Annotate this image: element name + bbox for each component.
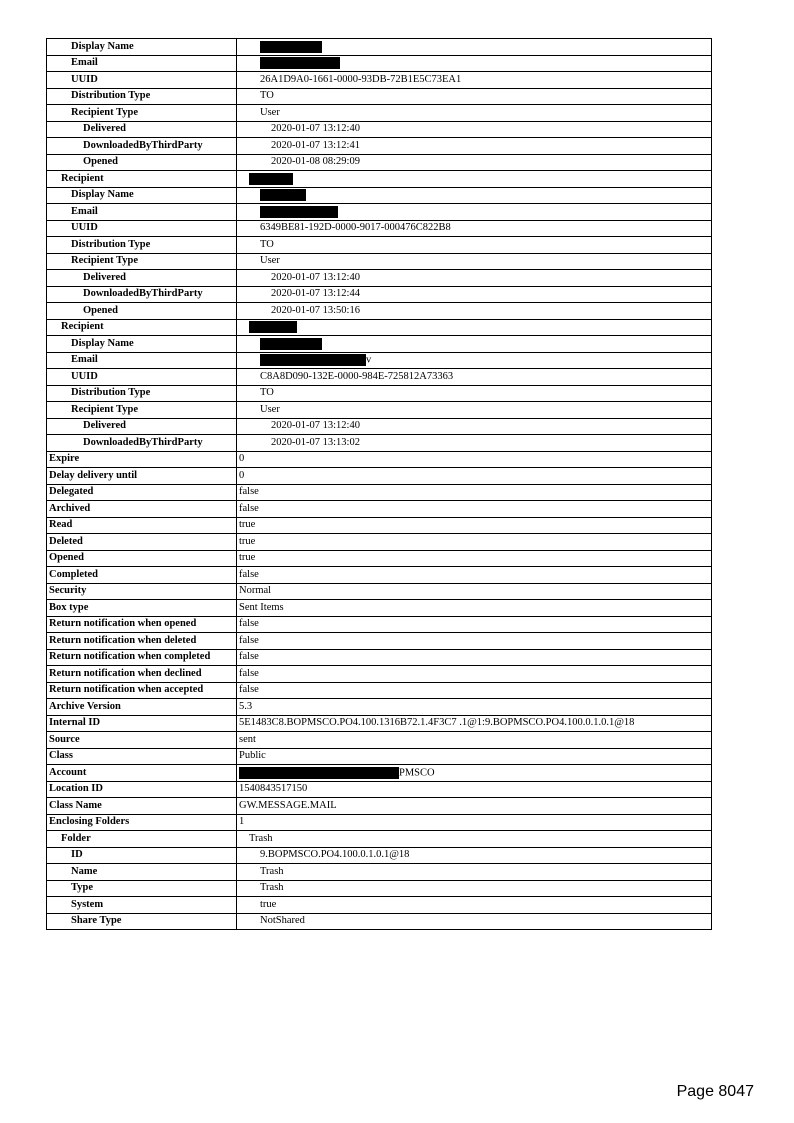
table-row xyxy=(47,435,712,452)
row-label: Opened xyxy=(47,303,237,320)
row-label: Return notification when completed xyxy=(47,649,237,666)
table-row xyxy=(47,550,712,567)
row-value xyxy=(237,55,712,72)
row-label: Security xyxy=(47,583,237,600)
table-row xyxy=(47,847,712,864)
row-value: 2020-01-07 13:12:40 xyxy=(237,418,712,435)
row-value: 9.BOPMSCO.PO4.100.0.1.0.1@18 xyxy=(237,847,712,864)
row-label: DownloadedByThirdParty xyxy=(47,286,237,303)
row-value: false xyxy=(237,484,712,501)
table-row xyxy=(47,204,712,221)
row-value: false xyxy=(237,666,712,683)
row-label: Account xyxy=(47,765,237,782)
table-row xyxy=(47,303,712,320)
row-label: UUID xyxy=(47,369,237,386)
row-label: Recipient Type xyxy=(47,253,237,270)
table-row xyxy=(47,913,712,930)
row-label: Read xyxy=(47,517,237,534)
redaction-block xyxy=(260,206,338,218)
table-row xyxy=(47,517,712,534)
row-label: Display Name xyxy=(47,39,237,56)
row-value: 2020-01-08 08:29:09 xyxy=(237,154,712,171)
row-value: 2020-01-07 13:12:44 xyxy=(237,286,712,303)
table-row xyxy=(47,55,712,72)
row-label: DownloadedByThirdParty xyxy=(47,435,237,452)
table-row xyxy=(47,220,712,237)
row-value: 26A1D9A0-1661-0000-93DB-72B1E5C73EA1 xyxy=(237,72,712,89)
table-row xyxy=(47,748,712,765)
row-value: TO xyxy=(237,237,712,254)
row-label: Opened xyxy=(47,154,237,171)
row-label: Class Name xyxy=(47,798,237,815)
table-row xyxy=(47,484,712,501)
row-value: Trash xyxy=(237,880,712,897)
row-label: Email xyxy=(47,352,237,369)
row-value: Trash xyxy=(237,864,712,881)
table-row xyxy=(47,385,712,402)
table-row xyxy=(47,897,712,914)
table-row xyxy=(47,39,712,56)
table-row xyxy=(47,781,712,798)
row-value: TO xyxy=(237,385,712,402)
properties-table xyxy=(46,38,712,930)
row-label: UUID xyxy=(47,72,237,89)
row-value: false xyxy=(237,633,712,650)
row-value: 0 xyxy=(237,451,712,468)
row-label: Recipient xyxy=(47,171,237,188)
row-value: 6349BE81-192D-0000-9017-000476C822B8 xyxy=(237,220,712,237)
row-label: Enclosing Folders xyxy=(47,814,237,831)
row-value xyxy=(237,336,712,353)
row-value: 1 xyxy=(237,814,712,831)
table-row xyxy=(47,154,712,171)
table-row xyxy=(47,369,712,386)
row-value: true xyxy=(237,534,712,551)
row-label: Delivered xyxy=(47,121,237,138)
table-row xyxy=(47,715,712,732)
row-value: 2020-01-07 13:13:02 xyxy=(237,435,712,452)
row-label: Distribution Type xyxy=(47,88,237,105)
row-value: Normal xyxy=(237,583,712,600)
row-label: Return notification when deleted xyxy=(47,633,237,650)
row-value: 2020-01-07 13:50:16 xyxy=(237,303,712,320)
table-row xyxy=(47,138,712,155)
row-value: false xyxy=(237,616,712,633)
row-label: System xyxy=(47,897,237,914)
row-value: 2020-01-07 13:12:40 xyxy=(237,121,712,138)
table-row xyxy=(47,682,712,699)
row-value: 2020-01-07 13:12:40 xyxy=(237,270,712,287)
row-value: User xyxy=(237,253,712,270)
row-value: false xyxy=(237,567,712,584)
row-label: Expire xyxy=(47,451,237,468)
row-value xyxy=(237,765,712,782)
row-label: Name xyxy=(47,864,237,881)
table-row xyxy=(47,171,712,188)
row-label: ID xyxy=(47,847,237,864)
redaction-block xyxy=(239,767,399,779)
table-row xyxy=(47,336,712,353)
row-label: Display Name xyxy=(47,187,237,204)
row-value: true xyxy=(237,550,712,567)
table-row xyxy=(47,864,712,881)
redaction-block xyxy=(260,338,322,350)
row-label: Class xyxy=(47,748,237,765)
row-label: Delegated xyxy=(47,484,237,501)
row-label: DownloadedByThirdParty xyxy=(47,138,237,155)
table-row xyxy=(47,270,712,287)
redaction-block xyxy=(249,173,293,185)
row-label: Opened xyxy=(47,550,237,567)
table-row xyxy=(47,649,712,666)
table-row xyxy=(47,699,712,716)
row-label: UUID xyxy=(47,220,237,237)
table-row xyxy=(47,451,712,468)
table-row xyxy=(47,600,712,617)
row-value-text: v xyxy=(366,354,372,366)
row-value: false xyxy=(237,501,712,518)
row-value: true xyxy=(237,897,712,914)
redaction-block xyxy=(260,57,340,69)
row-label: Deleted xyxy=(47,534,237,551)
row-value: false xyxy=(237,649,712,666)
table-row xyxy=(47,732,712,749)
row-label: Share Type xyxy=(47,913,237,930)
row-label: Type xyxy=(47,880,237,897)
table-row xyxy=(47,798,712,815)
row-value: Trash xyxy=(237,831,712,848)
table-row xyxy=(47,765,712,782)
row-label: Archived xyxy=(47,501,237,518)
row-label: Archive Version xyxy=(47,699,237,716)
redaction-block xyxy=(260,189,306,201)
row-label: Email xyxy=(47,55,237,72)
table-row xyxy=(47,880,712,897)
table-row xyxy=(47,187,712,204)
row-value: true xyxy=(237,517,712,534)
row-label: Recipient Type xyxy=(47,105,237,122)
row-value: 2020-01-07 13:12:41 xyxy=(237,138,712,155)
row-value-text: PMSCO xyxy=(399,766,435,778)
table-row xyxy=(47,501,712,518)
row-value xyxy=(237,39,712,56)
table-row xyxy=(47,121,712,138)
row-label: Email xyxy=(47,204,237,221)
row-value: 5.3 xyxy=(237,699,712,716)
table-row xyxy=(47,72,712,89)
row-label: Internal ID xyxy=(47,715,237,732)
row-label: Delay delivery until xyxy=(47,468,237,485)
row-label: Location ID xyxy=(47,781,237,798)
table-row xyxy=(47,633,712,650)
table-row xyxy=(47,352,712,369)
row-value: GW.MESSAGE.MAIL xyxy=(237,798,712,815)
row-label: Folder xyxy=(47,831,237,848)
table-row xyxy=(47,583,712,600)
row-label: Return notification when declined xyxy=(47,666,237,683)
table-row xyxy=(47,402,712,419)
table-row xyxy=(47,567,712,584)
row-value: C8A8D090-132E-0000-984E-725812A73363 xyxy=(237,369,712,386)
row-label: Source xyxy=(47,732,237,749)
page-number: Page 8047 xyxy=(676,1083,754,1100)
table-row xyxy=(47,814,712,831)
redaction-block xyxy=(260,354,366,366)
row-label: Distribution Type xyxy=(47,237,237,254)
row-value xyxy=(237,352,712,369)
row-label: Completed xyxy=(47,567,237,584)
row-label: Delivered xyxy=(47,418,237,435)
row-value: false xyxy=(237,682,712,699)
table-row xyxy=(47,831,712,848)
table-row xyxy=(47,105,712,122)
row-label: Distribution Type xyxy=(47,385,237,402)
redaction-block xyxy=(249,321,297,333)
row-value xyxy=(237,204,712,221)
row-label: Return notification when accepted xyxy=(47,682,237,699)
row-value: 0 xyxy=(237,468,712,485)
redaction-block xyxy=(260,41,322,53)
row-value: 1540843517150 xyxy=(237,781,712,798)
row-label: Delivered xyxy=(47,270,237,287)
row-value: NotShared xyxy=(237,913,712,930)
table-row xyxy=(47,666,712,683)
row-value: sent xyxy=(237,732,712,749)
table-row xyxy=(47,319,712,336)
table-row xyxy=(47,468,712,485)
table-row xyxy=(47,286,712,303)
table-row xyxy=(47,534,712,551)
row-value: User xyxy=(237,402,712,419)
row-label: Box type xyxy=(47,600,237,617)
row-value xyxy=(237,171,712,188)
table-row xyxy=(47,88,712,105)
row-value: User xyxy=(237,105,712,122)
row-value xyxy=(237,319,712,336)
row-value: TO xyxy=(237,88,712,105)
row-label: Recipient xyxy=(47,319,237,336)
table-row xyxy=(47,237,712,254)
table-row xyxy=(47,418,712,435)
row-value xyxy=(237,187,712,204)
row-value: 5E1483C8.BOPMSCO.PO4.100.1316B72.1.4F3C7 .1@1:9.BOPMSCO.PO4.100.0.1.0.1@18 xyxy=(237,715,712,732)
row-label: Display Name xyxy=(47,336,237,353)
row-label: Recipient Type xyxy=(47,402,237,419)
row-value: Public xyxy=(237,748,712,765)
row-label: Return notification when opened xyxy=(47,616,237,633)
table-row xyxy=(47,253,712,270)
table-row xyxy=(47,616,712,633)
row-value: Sent Items xyxy=(237,600,712,617)
